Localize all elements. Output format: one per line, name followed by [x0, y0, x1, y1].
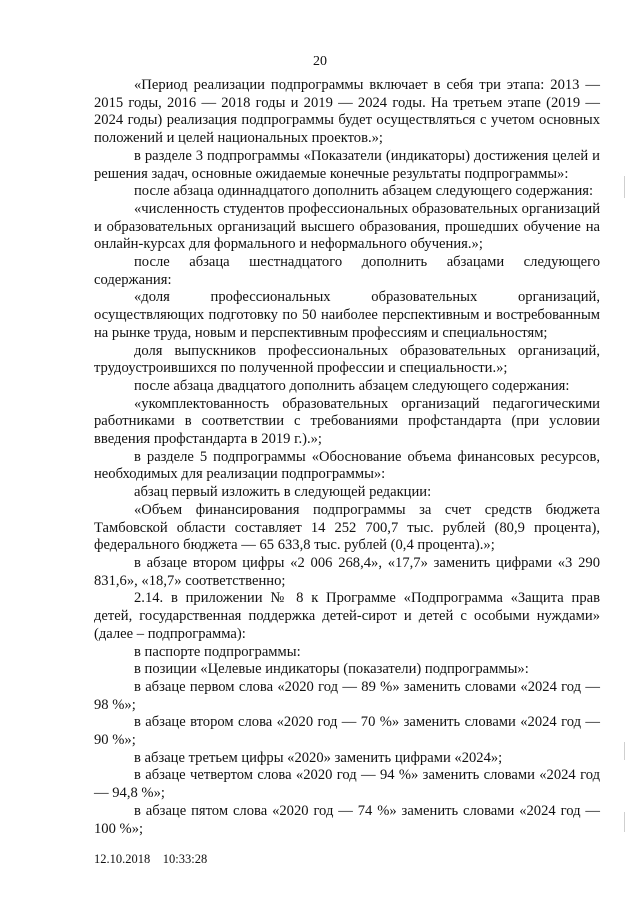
paragraph: в паспорте подпрограммы:: [134, 643, 301, 660]
paragraph: в абзаце третьем цифры «2020» заменить цифрами «2024»;: [134, 749, 503, 766]
scan-edge-mark: [624, 742, 625, 760]
paragraph: «Период реализации подпрограммы включает в себя три этапа: 2013 — 2015 годы, 2016 — 2018 годы и 2019 — 2024 годы. На третьем этапе (2019 — 2024 годы) реализация подпрограммы будет осуществляться с учетом основных положений и целей национальных проектов.»;: [94, 77, 600, 147]
footer-timestamp: [94, 852, 207, 866]
paragraph: «укомплектованность образовательных организаций педагогическими работниками в соответствии с требованиями профстандарта (при условии введения профстандарта в 2019 г.).»;: [94, 395, 600, 448]
paragraph: «численность студентов профессиональных образовательных организаций и образовательных организаций высшего образования, прошедших обучение на онлайн-курсах для формального и неформального обучения.»;: [94, 200, 600, 253]
paragraph: в абзаце втором слова «2020 год — 70 %» заменить словами «2024 год — 90 %»;: [94, 714, 600, 749]
paragraph: в разделе 5 подпрограммы «Обоснование объема финансовых ресурсов, необходимых для реализации подпрограммы»:: [94, 448, 600, 483]
footer-date: 12.10.2018: [94, 852, 151, 866]
page-number: 20: [313, 54, 327, 69]
paragraph: доля выпускников профессиональных образовательных организаций, трудоустроившихся по полученной профессии и специальности.»;: [94, 342, 600, 377]
paragraph: после абзаца двадцатого дополнить абзацем следующего содержания:: [134, 377, 570, 394]
paragraph: абзац первый изложить в следующей редакции:: [134, 484, 432, 501]
paragraph: в разделе 3 подпрограммы «Показатели (индикаторы) достижения целей и решения задач, основные ожидаемые конечные результаты подпрограммы»:: [94, 147, 600, 182]
paragraph: «Объем финансирования подпрограммы за счет средств бюджета Тамбовской области составляет 14 252 700,7 тыс. рублей (80,9 процента), федерального бюджета — 65 633,8 тыс. рублей (0,4 процента).»;: [94, 501, 600, 554]
scan-edge-mark: [624, 812, 625, 832]
paragraph: 2.14. в приложении № 8 к Программе «Подпрограмма «Защита прав детей, государственная поддержка детей-сирот и детей с особыми нуждами» (далее – подпрограмма):: [94, 590, 600, 642]
footer-time: 10:33:28: [162, 852, 208, 866]
document-body: [94, 77, 600, 838]
paragraph: после абзаца шестнадцатого дополнить абзацами следующего содержания:: [94, 254, 600, 288]
paragraph: в абзаце четвертом слова «2020 год — 94 %» заменить словами «2024 год — 94,8 %»;: [94, 767, 600, 802]
paragraph: в абзаце первом слова «2020 год — 89 %» заменить словами «2024 год — 98 %»;: [94, 678, 600, 713]
paragraph: в абзаце втором цифры «2 006 268,4», «17,7» заменить цифрами «3 290 831,6», «18,7» соответственно;: [94, 554, 600, 589]
paragraph: в позиции «Целевые индикаторы (показатели) подпрограммы»:: [134, 661, 529, 678]
paragraph: после абзаца одиннадцатого дополнить абзацем следующего содержания:: [134, 183, 594, 200]
scan-edge-mark: [624, 176, 625, 198]
paragraph: «доля профессиональных образовательных организаций, осуществляющих подготовку по 50 наиболее перспективным и востребованным на рынке труда, новым и перспективным профессиям и специальностям;: [94, 289, 600, 341]
paragraph: в абзаце пятом слова «2020 год — 74 %» заменить словами «2024 год — 100 %»;: [94, 802, 600, 837]
